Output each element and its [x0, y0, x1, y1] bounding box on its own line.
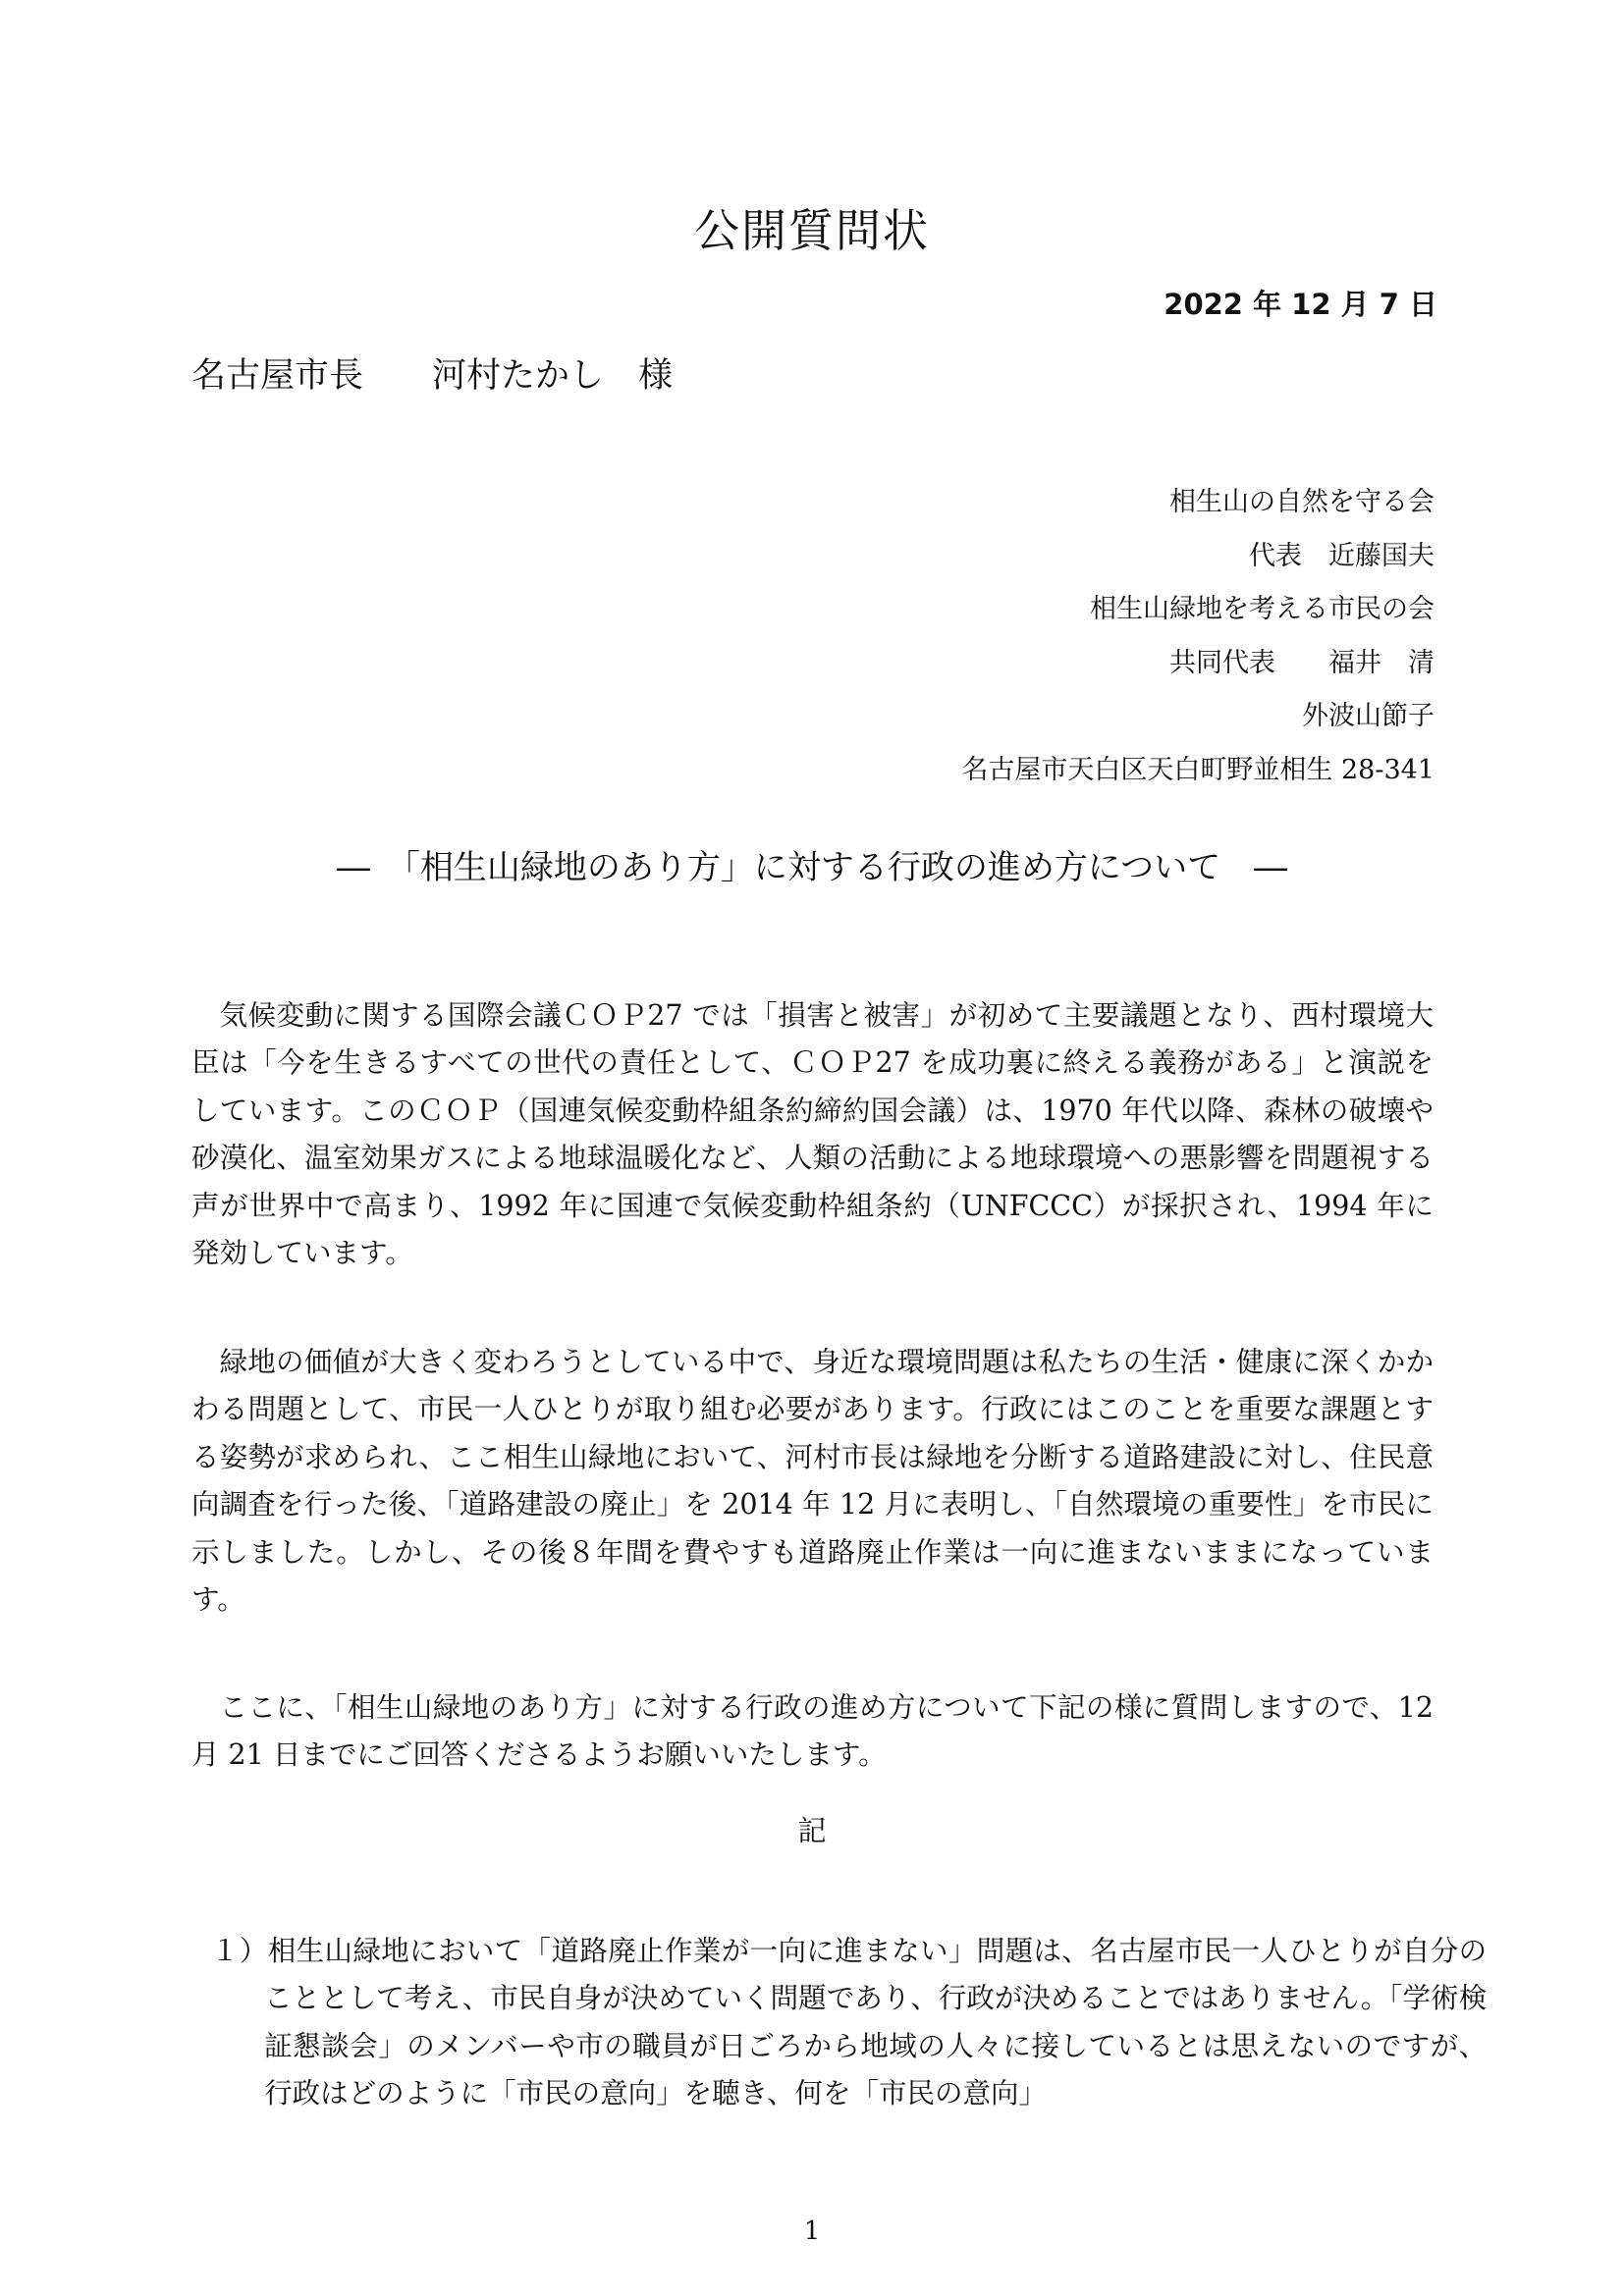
- addressee: 名古屋市長 河村たかし 様: [191, 356, 674, 396]
- body-paragraph: 気候変動に関する国際会議ＣＯＰ27 では「損害と被害」が初めて主要議題となり、西村環境大臣は「今を生きるすべての世代の責任として、ＣＯＰ27 を成功裏に終える義務がある」と演説をしています。このＣＯＰ（国連気候変動枠組条約締約国会議）は、1970 年代以降、森林の破壊や砂漠化、温室効果ガスによる地球温暖化など、人類の活動による地球環境への悪影響を問題視する声が世界中で高まり、1992 年に国連で気候変動枠組条約（UNFCCC）が採択され、1994 年に発効しています。: [191, 998, 1434, 1269]
- sender-block: [961, 476, 1435, 797]
- sender-org-2: 相生山緑地を考える市民の会: [1090, 594, 1435, 624]
- sender-org-1: 相生山の自然を守る会: [1169, 487, 1435, 517]
- ki-heading: 記: [797, 1814, 827, 1847]
- document-date: 2022 年 12 月 7 日: [1164, 288, 1437, 321]
- body-paragraph: ここに、「相生山緑地のあり方」に対する行政の進め方について下記の様に質問しますので、12 月 21 日までにご回答くださるようお願いいたします。: [191, 1690, 1434, 1771]
- body-paragraph: 緑地の価値が大きく変わろうとしている中で、身近な環境問題は私たちの生活・健康に深くかかわる問題として、市民一人ひとりが取り組む必要があります。行政にはこのことを重要な課題とする姿勢が求められ、ここ相生山緑地において、河村市長は緑地を分断する道路建設に対し、住民意向調査を行った後、「道路建設の廃止」を 2014 年 12 月に表明し、「自然環境の重要性」を市民に示しました。しかし、その後８年間を費やすも道路廃止作業は一向に進まないままになっています。: [191, 1345, 1434, 1616]
- sender-rep-3: 外波山節子: [1302, 701, 1435, 731]
- question-item: １）相生山緑地において「道路廃止作業が一向に進まない」問題は、名古屋市民一人ひとりが自分のこととして考え、市民自身が決めていく問題であり、行政が決めることではありません。「学術検証懇談会」のメンバーや市の職員が日ごろから地域の人々に接しているとは思えないのですが、行政はどのように「市民の意向」を聴き、何を「市民の意向」: [211, 1934, 1488, 2109]
- sender-rep-2: 共同代表 福井 清: [1169, 647, 1435, 678]
- sender-address: 名古屋市天白区天白町野並相生 28-341: [961, 754, 1435, 785]
- document-title: 公開質問状: [694, 204, 930, 257]
- subject-line: ― 「相生山緑地のあり方」に対する行政の進め方について ―: [336, 848, 1288, 887]
- page-number: 1: [803, 2216, 821, 2246]
- sender-rep-1: 代表 近藤国夫: [1249, 540, 1435, 571]
